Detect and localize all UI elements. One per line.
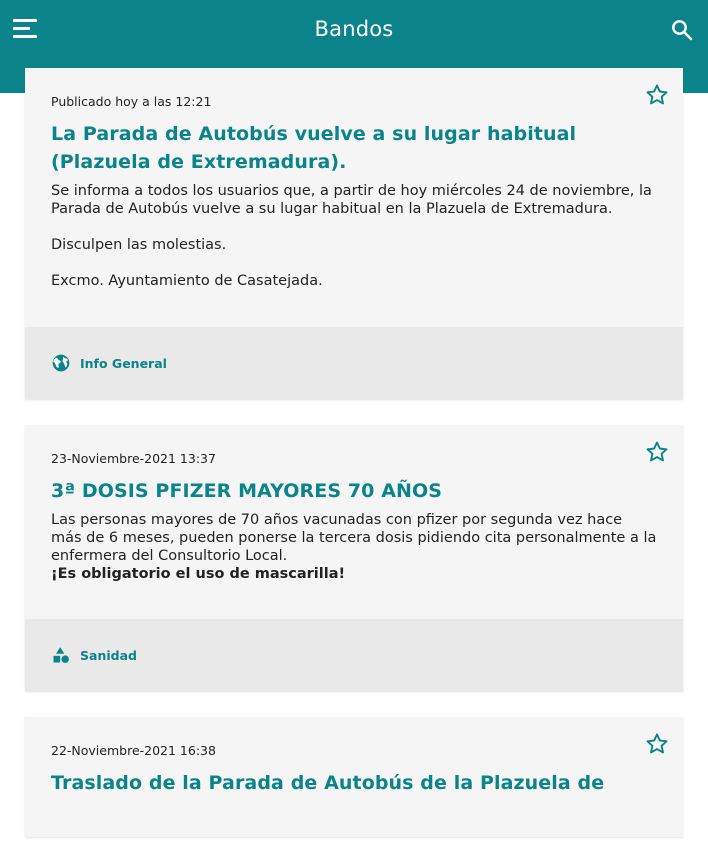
star-outline-icon[interactable] [645, 83, 669, 107]
category-link[interactable] [51, 353, 167, 373]
post-date: 22-Noviembre-2021 16:38 [51, 743, 216, 758]
post-title[interactable]: La Parada de Autobús vuelve a su lugar habitual (Plazuela de Extremadura). [51, 123, 577, 173]
post-footer [25, 327, 683, 399]
category-link[interactable] [51, 645, 137, 665]
post-content [51, 511, 657, 583]
app-bar [0, 0, 708, 62]
globe-icon [51, 353, 71, 373]
shapes-icon [51, 645, 71, 665]
post-title[interactable]: Traslado de la Parada de Autobús de la Plazuela de [51, 772, 605, 794]
post-date: 23-Noviembre-2021 13:37 [51, 451, 216, 466]
star-outline-icon[interactable] [645, 440, 669, 464]
category-label: Sanidad [80, 647, 137, 663]
post-paragraph: Excmo. Ayuntamiento de Casatejada. [51, 273, 323, 289]
category-label: Info General [80, 355, 167, 371]
post-footer [25, 619, 683, 691]
post-paragraph: Se informa a todos los usuarios que, a partir de hoy miércoles 24 de noviembre, la Parada de Autobús vuelve a su lugar habitual en la Plazuela de Extremadura. [51, 183, 652, 217]
post-date: Publicado hoy a las 12:21 [51, 94, 212, 109]
post-bold-line: ¡Es obligatorio el uso de mascarilla! [51, 566, 346, 582]
post-content [51, 182, 657, 290]
post-card[interactable] [25, 425, 683, 691]
page-title: Bandos [314, 17, 394, 41]
post-paragraph: Disculpen las molestias. [51, 237, 227, 253]
post-title[interactable]: 3ª DOSIS PFIZER MAYORES 70 AÑOS [51, 480, 443, 502]
bandos-feed[interactable] [25, 68, 683, 863]
search-icon[interactable] [671, 19, 693, 41]
post-card[interactable] [25, 68, 683, 399]
star-outline-icon[interactable] [645, 732, 669, 756]
post-card[interactable] [25, 717, 683, 837]
post-paragraph: Las personas mayores de 70 años vacunadas con pfizer por segunda vez hace más de 6 meses, pueden ponerse la tercera dosis pidiendo cita personalmente a la enfermera del Consultorio Local. [51, 512, 657, 564]
